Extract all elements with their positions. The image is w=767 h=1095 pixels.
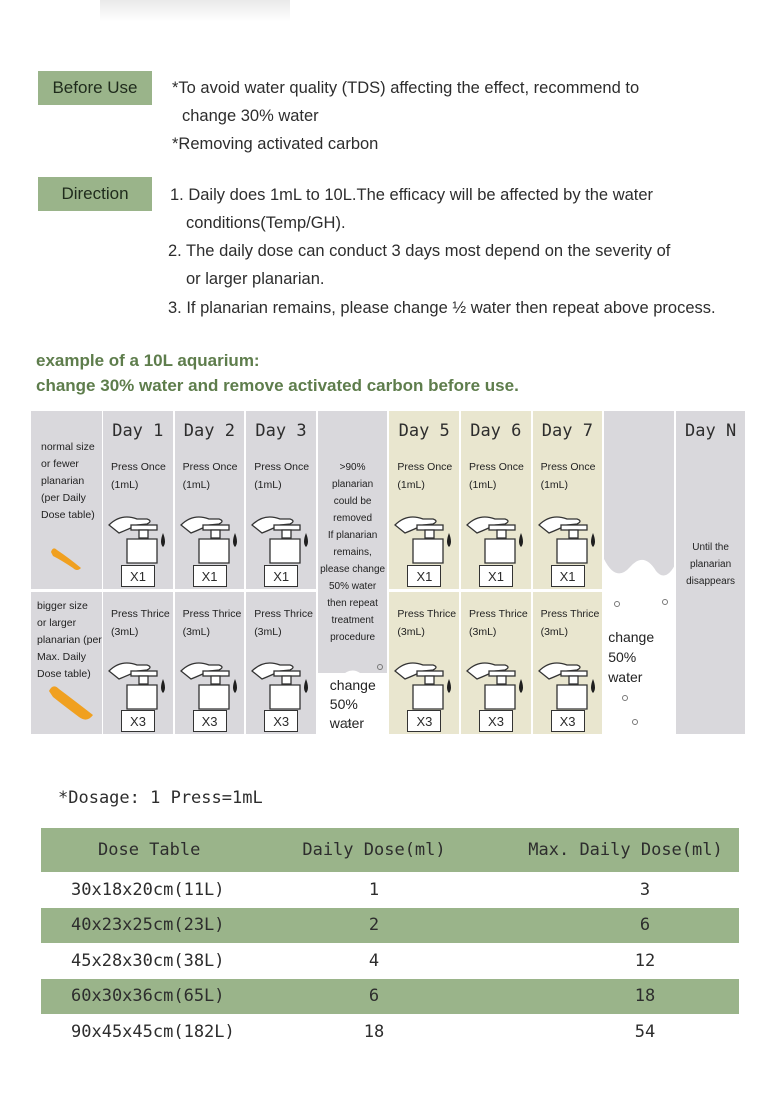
press-thrice-ml: (3mL) xyxy=(254,626,282,638)
row-divider xyxy=(246,589,316,592)
direction-item-1: 1. Daily does 1mL to 10L.The efficacy will be affected by the water xyxy=(170,186,654,204)
press-once-ml: (1mL) xyxy=(254,479,282,491)
bigger-label-line: Max. Daily xyxy=(37,651,87,663)
day-header: Day 1 xyxy=(112,421,164,441)
pump-bottle-icon xyxy=(107,657,169,711)
header-daily-dose: Daily Dose(ml) xyxy=(302,840,446,860)
pump-bottle-icon xyxy=(393,657,455,711)
direction-item-3: 3. If planarian remains, please change ½ water then repeat above process. xyxy=(168,299,716,317)
daily-dose: 4 xyxy=(368,950,380,971)
day-column xyxy=(533,411,603,734)
x3-badge: X3 xyxy=(551,710,585,732)
press-once-ml: (1mL) xyxy=(397,479,425,491)
day-column xyxy=(103,411,173,734)
pump-bottle-icon xyxy=(107,511,169,565)
max-daily-dose: 6 xyxy=(639,915,651,936)
x3-badge: X3 xyxy=(121,710,155,732)
max-daily-dose: 54 xyxy=(634,1021,656,1042)
press-thrice-ml: (3mL) xyxy=(469,626,497,638)
tank-size: 60x30x36cm(65L) xyxy=(71,986,225,1007)
day4-line: then repeat xyxy=(327,598,378,609)
x3-badge: X3 xyxy=(479,710,513,732)
day4-line: could be xyxy=(333,496,372,507)
change-word: change xyxy=(608,629,655,645)
day-column xyxy=(318,411,388,734)
press-thrice-label: Press Thrice xyxy=(397,608,457,620)
bigger-label-line: Dose table) xyxy=(37,668,91,680)
bigger-label-line: bigger size xyxy=(37,600,88,612)
day4-line: If planarian xyxy=(327,530,378,541)
pump-bottle-icon xyxy=(465,511,527,565)
pump-bottle-icon xyxy=(179,511,241,565)
normal-label-line: (per Daily xyxy=(41,492,86,504)
day4-line: removed xyxy=(333,513,373,524)
bubble xyxy=(377,664,383,670)
x1-badge: X1 xyxy=(121,565,155,587)
dose-table-header xyxy=(41,828,739,872)
x1-badge: X1 xyxy=(193,565,227,587)
large-planarian-icon xyxy=(45,683,97,723)
bigger-label-line: or larger xyxy=(37,617,77,629)
pump-bottle-icon xyxy=(393,511,455,565)
normal-label-line: planarian xyxy=(41,475,85,487)
before-use-line-1: *To avoid water quality (TDS) affecting the effect, recommend to xyxy=(172,79,640,97)
day-header: Day 5 xyxy=(398,421,450,441)
water-percent: 50% water xyxy=(329,696,365,731)
day-header: Day 6 xyxy=(470,421,522,441)
row-divider xyxy=(31,589,102,592)
day4-line: treatment xyxy=(331,615,374,626)
pump-bottle-icon xyxy=(537,511,599,565)
day-column xyxy=(604,411,674,734)
header-max-daily-dose: Max. Daily Dose(ml) xyxy=(528,840,723,860)
x3-badge: X3 xyxy=(193,710,227,732)
press-once-ml: (1mL) xyxy=(469,479,497,491)
x1-badge: X1 xyxy=(551,565,585,587)
day-column xyxy=(175,411,245,734)
day4-instructions xyxy=(318,459,388,646)
before-use-tag: Before Use xyxy=(38,71,152,105)
dosage-note: *Dosage: 1 Press=1mL xyxy=(58,788,263,808)
press-thrice-label: Press Thrice xyxy=(182,608,242,620)
change-water-note xyxy=(330,676,388,733)
direction-item-2-cont: or larger planarian. xyxy=(186,270,325,288)
day4-line: planarian xyxy=(332,479,374,490)
day4-line: 50% water xyxy=(328,581,377,592)
normal-size-label xyxy=(41,439,103,524)
x3-badge: X3 xyxy=(407,710,441,732)
tank-size: 30x18x20cm(11L) xyxy=(71,879,225,900)
daily-dose: 2 xyxy=(368,915,380,936)
header-dose-table: Dose Table xyxy=(98,840,201,860)
example-subheading: change 30% water and remove activated carbon before use. xyxy=(36,376,519,395)
day4-line: procedure xyxy=(330,632,376,643)
day-header: Day N xyxy=(685,421,737,441)
press-thrice-label: Press Thrice xyxy=(540,608,600,620)
small-planarian-icon xyxy=(47,544,87,574)
day4-line: >90% xyxy=(339,462,366,473)
day-n-line: disappears xyxy=(686,576,736,587)
press-thrice-label: Press Thrice xyxy=(254,608,313,620)
treatment-schedule xyxy=(31,411,749,734)
before-use-line-3: *Removing activated carbon xyxy=(172,135,379,153)
row-divider xyxy=(103,589,173,592)
direction-item-1-cont: conditions(Temp/GH). xyxy=(186,214,346,232)
day-n-line: planarian xyxy=(690,559,732,570)
day-header: Day 7 xyxy=(541,421,593,441)
daily-dose: 1 xyxy=(368,879,380,900)
pump-bottle-icon xyxy=(179,657,241,711)
day8-wave xyxy=(604,411,676,739)
bubble xyxy=(345,721,351,727)
press-once-ml: (1mL) xyxy=(182,479,211,491)
pump-bottle-icon xyxy=(537,657,599,711)
press-thrice-ml: (3mL) xyxy=(540,626,569,638)
dose-table xyxy=(41,828,739,1050)
day-n-line: Until the xyxy=(692,542,729,553)
table-row xyxy=(41,943,739,979)
table-row xyxy=(41,872,739,908)
max-daily-dose: 3 xyxy=(639,879,651,900)
row-divider xyxy=(389,589,459,592)
press-once-label: Press Once xyxy=(254,461,310,473)
daily-dose: 18 xyxy=(363,1021,385,1042)
x1-badge: X1 xyxy=(264,565,298,587)
change-water-note xyxy=(608,627,674,687)
table-row xyxy=(41,1014,739,1050)
normal-label-line: or fewer xyxy=(41,458,79,470)
tank-size: 40x23x25cm(23L) xyxy=(71,915,225,936)
press-thrice-label: Press Thrice xyxy=(111,608,170,620)
pump-bottle-icon xyxy=(250,657,312,711)
tank-size: 45x28x30cm(38L) xyxy=(71,950,225,971)
bigger-label-line: planarian (per xyxy=(37,634,102,646)
press-once-label: Press Once xyxy=(540,461,596,473)
row-divider xyxy=(461,589,531,592)
before-use-line-2: change 30% water xyxy=(182,107,319,125)
press-once-ml: (1mL) xyxy=(111,479,139,491)
press-once-label: Press Once xyxy=(397,461,453,473)
direction-item-2: 2. The daily dose can conduct 3 days most depend on the severity of xyxy=(168,242,671,260)
label-column xyxy=(31,411,102,734)
bigger-size-label xyxy=(37,598,105,683)
tank-size: 90x45x45cm(182L) xyxy=(71,1021,235,1042)
x3-badge: X3 xyxy=(264,710,298,732)
day-column xyxy=(676,411,746,734)
direction-tag: Direction xyxy=(38,177,152,211)
normal-label-line: Dose table) xyxy=(41,509,95,521)
x1-badge: X1 xyxy=(479,565,513,587)
table-row xyxy=(41,908,739,944)
press-once-label: Press Once xyxy=(469,461,524,473)
example-heading: example of a 10L aquarium: xyxy=(36,351,260,370)
daily-dose: 6 xyxy=(368,986,380,1007)
day-header: Day 2 xyxy=(183,421,235,441)
press-once-ml: (1mL) xyxy=(540,479,569,491)
day4-line: remains, xyxy=(333,547,372,558)
water-percent: 50% water xyxy=(608,649,643,685)
change-word: change xyxy=(329,677,376,693)
max-daily-dose: 12 xyxy=(634,950,656,971)
day-header: Day 3 xyxy=(255,421,307,441)
press-thrice-ml: (3mL) xyxy=(397,626,425,638)
row-divider xyxy=(533,589,603,592)
pump-bottle-icon xyxy=(250,511,312,565)
press-thrice-ml: (3mL) xyxy=(111,626,139,638)
table-row xyxy=(41,979,739,1015)
press-once-label: Press Once xyxy=(182,461,238,473)
day-column xyxy=(246,411,316,734)
x1-badge: X1 xyxy=(407,565,441,587)
day4-line: please change xyxy=(320,564,386,575)
top-fade-decoration xyxy=(100,0,290,22)
row-divider xyxy=(175,589,245,592)
day-column xyxy=(389,411,459,734)
press-thrice-label: Press Thrice xyxy=(469,608,528,620)
day-column xyxy=(461,411,531,734)
pump-bottle-icon xyxy=(465,657,527,711)
press-thrice-ml: (3mL) xyxy=(182,626,211,638)
max-daily-dose: 18 xyxy=(634,986,656,1007)
day-n-note xyxy=(676,539,746,590)
press-once-label: Press Once xyxy=(111,461,166,473)
normal-label-line: normal size xyxy=(41,441,95,453)
